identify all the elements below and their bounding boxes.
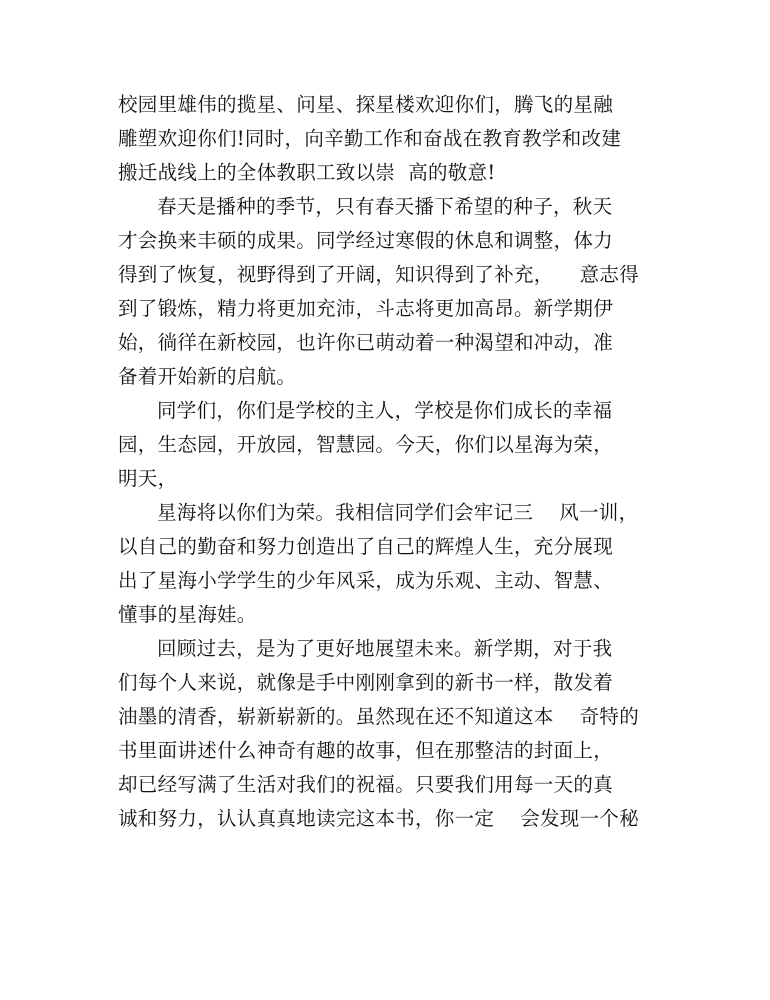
text-line: 明天， xyxy=(118,467,178,490)
paragraph-start-line: 春天是播种的季节，只有春天播下希望的种子，秋天 xyxy=(157,195,613,218)
text-line: 园，生态园，开放园，智慧园。今天，你们以星海为荣， xyxy=(118,433,614,456)
paragraph-start-line: 星海将以你们为荣。我相信同学们会牢记三 风一训， xyxy=(157,501,639,524)
paragraph-start-line: 同学们，你们是学校的主人，学校是你们成长的幸福 xyxy=(157,399,613,422)
text-line: 诚和努力，认认真真地读完这本书，你一定 会发现一个秘 xyxy=(118,807,639,830)
text-line: 懂事的星海娃。 xyxy=(118,603,257,626)
body-text xyxy=(118,88,678,836)
text-line: 油墨的清香，崭新崭新的。虽然现在还不知道这本 奇特的 xyxy=(118,705,639,728)
text-line: 到了锻炼，精力将更加充沛，斗志将更加高昂。新学期伊 xyxy=(118,297,614,320)
text-line: 书里面讲述什么神奇有趣的故事，但在那整洁的封面上， xyxy=(118,739,614,762)
text-line: 搬迁战线上的全体教职工致以崇 高的敬意! xyxy=(118,161,496,184)
text-line: 才会换来丰硕的成果。同学经过寒假的休息和调整，体力 xyxy=(118,229,614,252)
text-line: 出了星海小学学生的少年风采，成为乐观、主动、智慧、 xyxy=(118,569,614,592)
text-line: 始，徜徉在新校园，也许你已萌动着一种渴望和冲动，准 xyxy=(118,331,614,354)
text-line: 以自己的勤奋和努力创造出了自己的辉煌人生，充分展现 xyxy=(118,535,614,558)
text-line: 校园里雄伟的揽星、问星、探星楼欢迎你们，腾飞的星融 xyxy=(118,93,614,116)
text-line: 备着开始新的启航。 xyxy=(118,365,297,388)
text-line: 们每个人来说，就像是手中刚刚拿到的新书一样，散发着 xyxy=(118,671,614,694)
text-line: 雕塑欢迎你们!同时，向辛勤工作和奋战在教育教学和改建 xyxy=(118,127,622,150)
paragraph-start-line: 回顾过去，是为了更好地展望未来。新学期，对于我 xyxy=(157,637,613,660)
text-line: 却已经写满了生活对我们的祝福。只要我们用每一天的真 xyxy=(118,773,614,796)
text-line: 得到了恢复，视野得到了开阔，知识得到了补充， 意志得 xyxy=(118,263,639,286)
